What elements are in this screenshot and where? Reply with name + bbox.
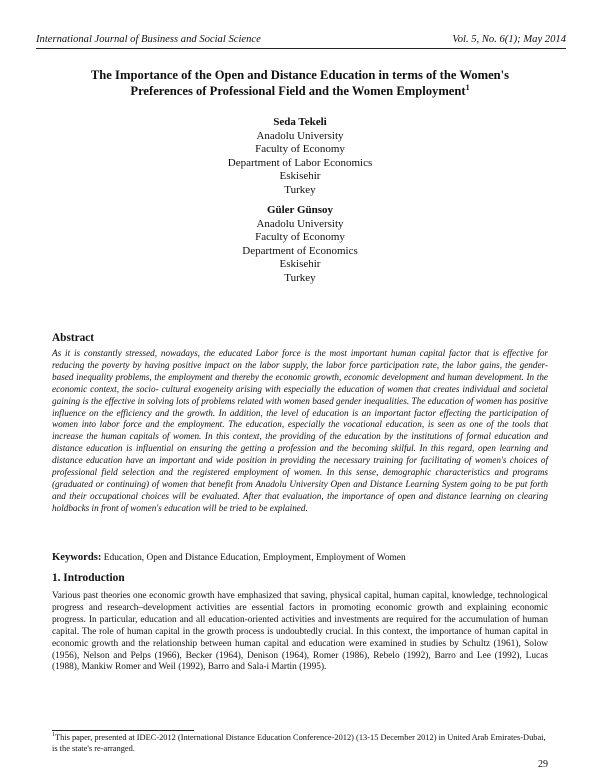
footnote-text: This paper, presented at IDEC-2012 (International Distance Education Conference-2012) (13-15 December 2012) in United Arab Emirates-Dubai, is the state's re-arranged. [52,733,546,753]
abstract-text: As it is constantly stressed, nowadays, the educated Labor force is the most important human capital factor that is effective for reducing the poverty by having positive impact on the labor supply, the labor force participation rate, the labor gains, the gender-based inequality problems, the employment and thereby the economic growth, economic development and human development. In the economic context, the socio- cultural exogeneity arising with especially the education of women that creates individual and societal gaining is the effective in solving lots of problems related with women based gender inequalities. The education of women has positive influence on the efficiency and the growth. In addition, the level of education is an important factor effecting the participation of women into labor force and the employment. The education, especially the vocational education, is seen as one of the tools that increase the human capitals of women. In this context, the providing of the education by the institutions of formal education and distance education is influential on ensuring the getting a profession and the becoming skilful. In this regard, open learning and distance education have an important and wide position in providing the necessary training for facilitating of women's choices of professional field selection and the registered employment of women. In this sense, demographic characteristics and programs (graduated or continuing) of women that benefit from Anadolu University Open and Distance Learning System going to be put forth and their occupational choices will be evaluated. After that evaluation, the importance of open and distance learning on clearing holdbacks in front of women's education will be tried to be explained. [52,348,548,513]
author-affiliation-line: Faculty of Economy [255,143,345,155]
introduction-text: Various past theories one economic growth have emphasized that saving, physical capital, human capital, knowledge, technological progress and research–development activities are essential factors in promoting economic growth and explaining economic progress. In particular, education and all education-oriented activities and investments are required for the accumulation of human capital. The role of human capital in the growth process is undoubtedly crucial. In this context, the importance of human capital in economic growth and the relationship between human capital and education were examined in studies by Schultz (1961), Solow (1956), Nelson and Pelps (1966), Becker (1964), Denison (1964), Romer (1986), Rebelo (1992), Barro and Lee (1992), Lucas (1988), Mankiw Romer and Weil (1992), Barro and Sala-i Martin (1995). [52,591,548,673]
author-name: Seda Tekeli [273,116,327,128]
header-rule [36,48,566,49]
author-affiliation-line: Faculty of Economy [255,231,345,243]
author-affiliation-line: Eskisehir [279,258,321,270]
paper-title [60,68,540,99]
author-affiliation-line: Department of Economics [242,244,358,257]
author-affiliation-line: Turkey [284,183,316,196]
paper-title-text: The Importance of the Open and Distance Education in terms of the Women's Preferences of Professional Field and the Women Employment [90,68,510,98]
author-affiliation-line: Turkey [284,271,316,284]
keywords-label: Keywords: [52,552,102,563]
author-affiliation-line: Eskisehir [279,170,321,182]
footnote [52,733,548,755]
author-block-1 [150,116,450,197]
author-name: Güler Günsoy [266,204,334,216]
introduction-heading: 1. Introduction [52,572,125,584]
author-affiliation-line: Anadolu University [256,129,344,142]
journal-name: International Journal of Business and Social Science [36,34,261,45]
author-block-2 [150,204,450,285]
title-footnote-mark: 1 [465,82,470,92]
abstract-heading: Abstract [52,332,95,344]
footnote-rule [52,730,194,731]
author-affiliation-line: Anadolu University [256,217,344,230]
footnote-mark: 1 [52,732,55,739]
keywords-line [52,552,548,564]
page-number: 29 [538,759,548,770]
volume-issue: Vol. 5, No. 6(1); May 2014 [452,34,566,45]
keywords-text: Education, Open and Distance Education, Employment, Employment of Women [103,553,406,563]
author-affiliation-line: Department of Labor Economics [227,156,373,169]
